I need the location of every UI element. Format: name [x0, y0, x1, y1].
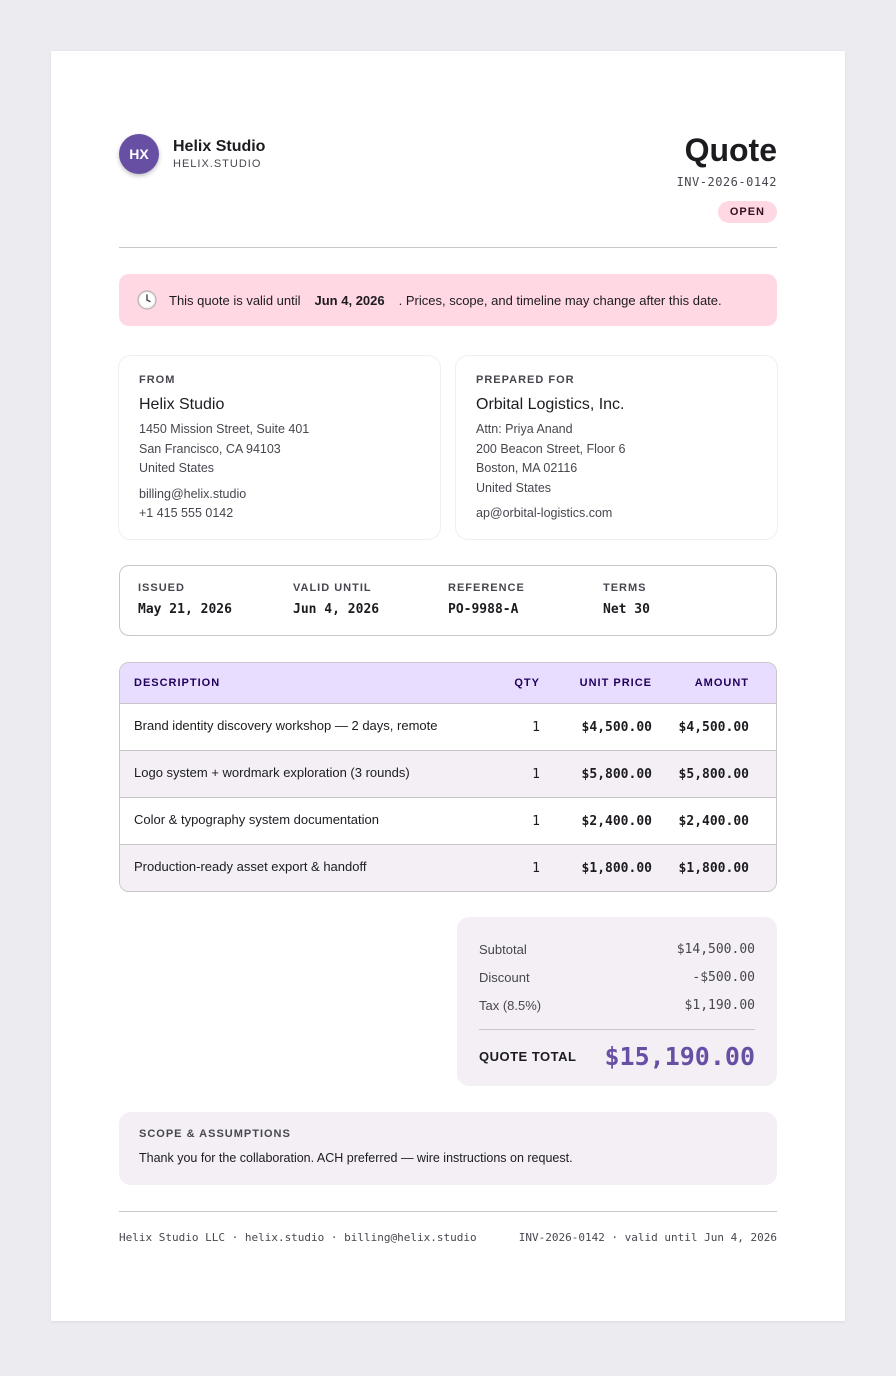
item-description: Brand identity discovery workshop — 2 days, remote [134, 717, 438, 733]
page-title: Quote [684, 132, 777, 168]
notes-text: Thank you for the collaboration. ACH preferred — wire instructions on request. [139, 1151, 573, 1165]
discount-line [479, 963, 755, 991]
meta-terms [603, 582, 758, 619]
footer-company: Helix Studio LLC · helix.studio · billing@helix.studio [119, 1231, 477, 1244]
prepared-for-card [456, 356, 777, 539]
item-qty: 1 [532, 813, 540, 829]
meta-label: REFERENCE [448, 582, 525, 594]
meta-value: May 21, 2026 [138, 602, 232, 617]
tax-line [479, 991, 755, 1019]
item-description: Logo system + wordmark exploration (3 rounds) [134, 764, 410, 780]
from-card [119, 356, 440, 539]
item-qty: 1 [532, 766, 540, 782]
from-label: FROM [139, 374, 176, 386]
totals-divider [479, 1029, 755, 1030]
item-qty: 1 [532, 860, 540, 876]
column-header-unit-price: UNIT PRICE [579, 677, 652, 689]
prepared-for-label: PREPARED FOR [476, 374, 575, 386]
quote-total-line [479, 1042, 755, 1071]
meta-value: PO-9988-A [448, 602, 519, 617]
subtotal-label: Subtotal [479, 941, 527, 957]
meta-issued [138, 582, 293, 619]
banner-date: Jun 4, 2026 [314, 292, 385, 308]
notes-label: SCOPE & ASSUMPTIONS [139, 1128, 291, 1140]
column-header-description: DESCRIPTION [134, 677, 221, 689]
brand-domain: HELIX.STUDIO [173, 158, 262, 170]
brand-name: Helix Studio [173, 138, 266, 155]
item-amount: $2,400.00 [678, 813, 749, 829]
from-address-line: United States [139, 461, 215, 475]
subtotal-value: $14,500.00 [676, 941, 755, 957]
table-row [120, 703, 776, 750]
tax-value: $1,190.00 [684, 997, 755, 1013]
validity-banner [119, 274, 777, 326]
totals-panel [457, 917, 777, 1086]
from-address-line: San Francisco, CA 94103 [139, 441, 281, 456]
document-number: INV-2026-0142 [676, 175, 777, 189]
meta-reference [448, 582, 603, 619]
clock-icon [137, 290, 157, 310]
document-header [677, 131, 777, 223]
discount-label: Discount [479, 969, 530, 985]
quote-sheet [51, 51, 845, 1321]
item-unit-price: $2,400.00 [581, 813, 652, 829]
meta-value: Jun 4, 2026 [293, 602, 380, 617]
from-email[interactable]: billing@helix.studio [139, 486, 247, 501]
footer-reference: INV-2026-0142 · valid until Jun 4, 2026 [518, 1231, 777, 1244]
quote-meta [119, 565, 777, 636]
banner-suffix: . Prices, scope, and timeline may change after this date. [398, 292, 722, 308]
quote-total-value: $15,190.00 [604, 1042, 755, 1071]
meta-label: ISSUED [138, 582, 185, 594]
line-items-table [119, 662, 777, 892]
brand-avatar: HX [119, 134, 159, 174]
meta-valid-until [293, 582, 448, 619]
footer [119, 1231, 777, 1244]
table-row [120, 750, 776, 797]
banner-prefix: This quote is valid until [169, 292, 301, 308]
item-unit-price: $5,800.00 [581, 766, 652, 782]
from-name: Helix Studio [139, 396, 225, 413]
table-row [120, 844, 776, 891]
from-phone[interactable]: +1 415 555 0142 [139, 506, 234, 520]
status-badge: OPEN [718, 201, 777, 223]
client-address-line: Boston, MA 02116 [476, 461, 578, 475]
client-address-line: Attn: Priya Anand [476, 422, 573, 436]
meta-value: Net 30 [603, 602, 650, 617]
client-address-line: United States [476, 480, 552, 495]
from-address-line: 1450 Mission Street, Suite 401 [139, 422, 310, 436]
meta-label: VALID UNTIL [293, 582, 372, 594]
footer-divider [119, 1211, 777, 1212]
client-address-line: 200 Beacon Street, Floor 6 [476, 441, 626, 456]
column-header-qty: QTY [514, 677, 540, 689]
item-unit-price: $1,800.00 [581, 860, 652, 876]
item-unit-price: $4,500.00 [581, 719, 652, 735]
column-header-amount: AMOUNT [694, 677, 749, 689]
discount-value: -$500.00 [692, 969, 755, 985]
item-qty: 1 [532, 719, 540, 735]
table-header [120, 663, 776, 703]
item-description: Production-ready asset export & handoff [134, 858, 367, 874]
brand [119, 134, 265, 174]
tax-label: Tax (8.5%) [479, 997, 542, 1013]
client-email[interactable]: ap@orbital-logistics.com [476, 506, 613, 520]
table-row [120, 797, 776, 844]
item-description: Color & typography system documentation [134, 811, 379, 827]
item-amount: $4,500.00 [678, 719, 749, 735]
client-name: Orbital Logistics, Inc. [476, 396, 625, 413]
item-amount: $5,800.00 [678, 766, 749, 782]
meta-label: TERMS [603, 582, 647, 594]
quote-total-label: QUOTE TOTAL [479, 1049, 577, 1064]
scope-notes [119, 1112, 777, 1185]
header-divider [119, 247, 777, 248]
subtotal-line [479, 935, 755, 963]
item-amount: $1,800.00 [678, 860, 749, 876]
